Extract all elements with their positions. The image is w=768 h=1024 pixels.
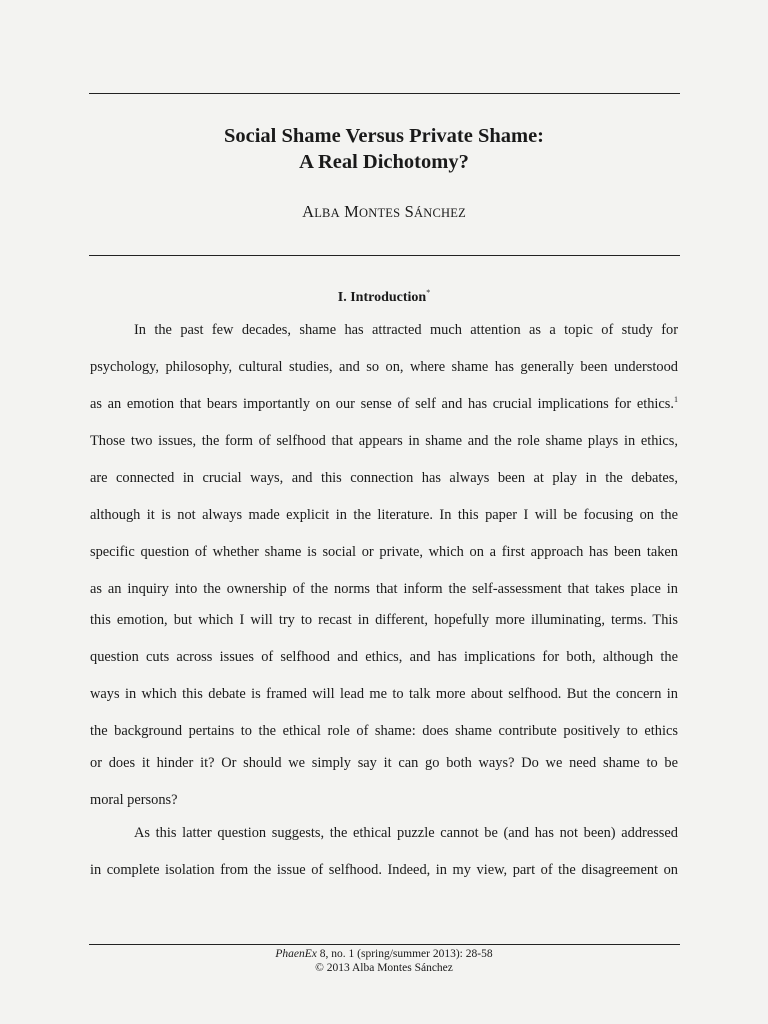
author-smallcaps-1: LBA	[314, 206, 340, 220]
author-initial-1: A	[302, 202, 315, 221]
title-line-2: A Real Dichotomy?	[299, 151, 469, 173]
footer-copyright: © 2013 Alba Montes Sánchez	[315, 961, 453, 974]
body-line: the background pertains to the ethical role of shame: does shame contribute positively to ethics	[90, 723, 678, 739]
body-line: specific question of whether shame is social or private, which on a first approach has been taken	[90, 544, 678, 560]
footer-rule	[89, 944, 680, 945]
citation-details: 8, no. 1 (spring/summer 2013): 28-58	[316, 948, 493, 960]
page-footer	[0, 948, 768, 975]
author-smallcaps-2: ONTES	[359, 206, 401, 220]
title-line-1: Social Shame Versus Private Shame:	[223, 125, 545, 147]
author-initial-3: S	[404, 202, 415, 221]
author-name	[0, 202, 768, 222]
body-line: in complete isolation from the issue of selfhood. Indeed, in my view, part of the disagreement on	[90, 862, 678, 878]
footer-citation	[0, 948, 768, 962]
body-line: question cuts across issues of selfhood and ethics, and has implications for both, although the	[90, 649, 678, 665]
body-line: or does it hinder it? Or should we simply say it can go both ways? Do we need shame to be	[90, 755, 678, 771]
body-line: psychology, philosophy, cultural studies, and so on, where shame has generally been understood	[90, 359, 678, 375]
body-line: ways in which this debate is framed will lead me to talk more about selfhood. But the concern in	[90, 686, 678, 702]
section-heading	[0, 288, 768, 306]
body-line: are connected in crucial ways, and this connection has always been at play in the debates,	[90, 470, 678, 486]
body-line: As this latter question suggests, the ethical puzzle cannot be (and has not been) addressed	[134, 825, 678, 841]
body-line: although it is not always made explicit in the literature. In this paper I will be focusing on the	[90, 507, 678, 523]
title-bottom-rule	[89, 255, 680, 256]
section-title: I. Introduction	[337, 290, 427, 305]
author-smallcaps-3: ÁNCHEZ	[414, 206, 466, 220]
section-footnote-mark: *	[426, 288, 431, 297]
body-line: this emotion, but which I will try to recast in different, hopefully more illuminating, terms. This	[90, 612, 678, 628]
body-line: moral persons?	[90, 792, 178, 808]
paper-title	[0, 123, 768, 175]
body-line-text: as an emotion that bears importantly on our sense of self and has crucial implications for ethics.	[90, 396, 674, 412]
author-initial-2: M	[344, 202, 360, 221]
body-line: In the past few decades, shame has attracted much attention as a topic of study for	[134, 322, 678, 338]
body-line: Those two issues, the form of selfhood that appears in shame and the role shame plays in ethics,	[90, 433, 678, 449]
top-rule	[89, 93, 680, 94]
body-line	[90, 396, 678, 413]
journal-name: PhaenEx	[275, 948, 317, 960]
footnote-ref: 1	[674, 395, 678, 404]
body-line: as an inquiry into the ownership of the norms that inform the self-assessment that takes place in	[90, 581, 678, 597]
